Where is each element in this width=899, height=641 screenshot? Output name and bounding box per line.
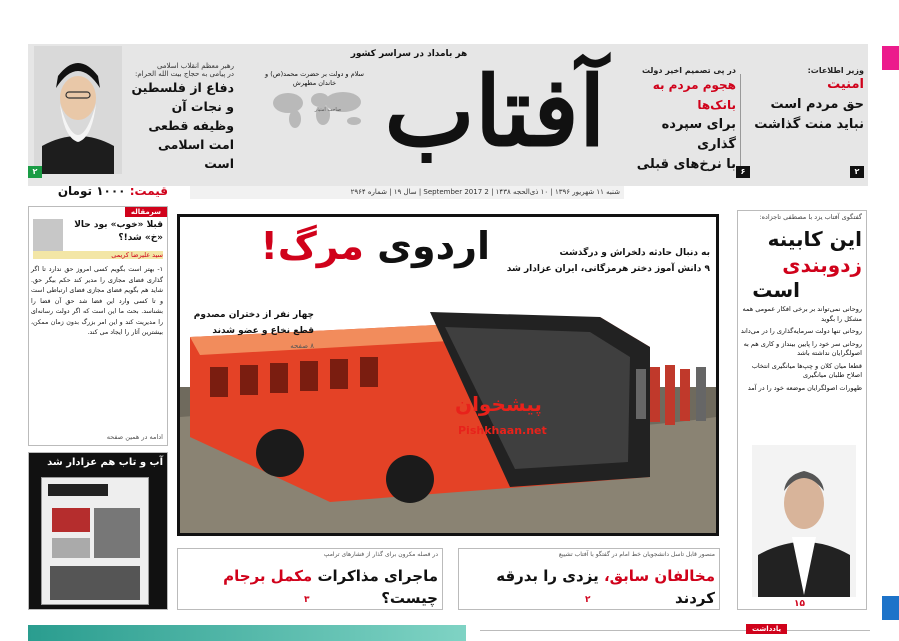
teaser-title: امنیت	[827, 77, 864, 92]
teaser-banks[interactable]	[620, 66, 736, 175]
bullet-item: ظهورات اصولگرایان موضعه خود را در آمد	[747, 383, 862, 392]
bottom-headline: مخالفان سابق، یزدی را بدرقه کردند	[496, 567, 715, 607]
bullet-item: روحانی تنها دولت سرمایه‌گذاری را در می‌داند	[740, 327, 862, 335]
bullet-item: روحانی نمی‌تواند بر برخی افکار عمومی همه مشکل را بگوید	[742, 305, 862, 323]
top-right-teasers	[620, 62, 868, 177]
leader-line: امت اسلامی است	[157, 137, 234, 171]
bottom-tag: یادداشت	[746, 624, 787, 634]
world-map-icon	[268, 85, 368, 130]
main-kicker-2: ۹ دانش آموز دختر هرمزگانی، ایران عزادار شد	[506, 264, 710, 274]
editorial-author: سید علیرضا کریمی	[33, 251, 163, 259]
interview-headline: این کابینه	[767, 227, 862, 251]
newspaper-logo: آفتاب	[384, 55, 606, 168]
bottom-story-right[interactable]	[458, 548, 720, 610]
main-kicker: به دنبال حادثه دلخراش و درگذشت	[559, 248, 710, 258]
bullet-item: قطعا میان کلان و چپ‌ها میانگیری انتخاب اصلاح طلبان میانگیری	[751, 361, 862, 379]
mini-newspaper-image	[41, 477, 149, 605]
interview-bullets	[740, 305, 862, 393]
interview-headline-end: است	[752, 278, 800, 302]
bullet-item: روحانی سر خود را پایین بینداز و کاری هم به اصولگرایان نداشته باشد	[743, 339, 862, 357]
teaser-title: هجوم مردم به بانک‌ها	[652, 78, 736, 112]
teaser-label: در پی تصمیم اخیر دولت	[641, 66, 736, 75]
main-deck: چهار نفر از دختران مصدوم	[193, 310, 314, 320]
watermark-en: Pishkhaan.net	[458, 424, 547, 437]
interview-headline-red: زدوبندی	[782, 253, 862, 277]
page-number: ۳	[304, 595, 310, 605]
dateline: شنبه ۱۱ شهریور ۱۳۹۶ | ۱۰ ذی‌الحجه ۱۴۳۸ | 2 September 2017 | سال ۱۹ | شماره ۲۹۶۴	[190, 186, 624, 199]
leader-line: وظیفه قطعی	[148, 118, 234, 133]
editorial-body: ۱- بهتر است بگویم کسی امروز حق ندارد تا اگر گذاری فضای مجازی را مدیر کند حکم بیگر حق. شاید هم بگویم فضای مجازی فضای ارتباطی است و تا کسی وارد این فضا شد حق آن فضا را بشناسد. بحث ما این است که اگر دولت رسانه‌ای را مدیریت کند و این امر بزرگ بدون زمان ممکن، بیشترین آثار را ایجاد می کند.	[31, 266, 163, 336]
bottom-kicker: در فصله مکرون برای گذار از فشارهای ترامپ	[323, 551, 438, 558]
leader-sublabel: در پیامی به حجاج بیت الله الحرام:	[134, 70, 234, 78]
mourning-story-card[interactable]	[28, 452, 168, 610]
main-page-ref: ۸ صفحه	[290, 342, 314, 350]
bottom-story-left[interactable]	[177, 548, 443, 610]
teaser-line: حق مردم است	[770, 97, 864, 112]
interview-kicker: گفتگوی آفتاب یزد با مصطفی تاجزاده:	[759, 213, 862, 221]
bottom-headline: ماجرای مذاکرات مکمل برجام چیست؟	[223, 567, 438, 607]
interview-card[interactable]	[737, 210, 867, 610]
map-caption: صاحب امتیاز	[314, 107, 342, 113]
teaser-line: با نرخ‌های قبلی	[636, 157, 736, 172]
leader-portrait	[34, 46, 122, 174]
leader-line: و نجات آن	[171, 99, 234, 114]
teaser-security[interactable]	[746, 66, 864, 135]
leader-line: دفاع از فلسطین	[131, 80, 234, 95]
price-tag: قیمت: ۱۰۰۰ تومان	[57, 184, 168, 198]
color-tick-blue	[882, 596, 899, 620]
main-headline: اردوی مرگ!	[260, 224, 490, 268]
masthead-tagline: هر بامداد در سراسر کشور	[350, 49, 468, 59]
page-number-badge: ۶	[736, 166, 750, 178]
teaser-label: وزیر اطلاعات:	[807, 66, 864, 75]
page-number-badge: ۲	[850, 166, 864, 178]
author-photo	[33, 219, 63, 253]
continued-link[interactable]: ادامه در همین صفحه	[106, 433, 163, 441]
bottom-ad-strip	[28, 625, 466, 641]
editorial-title: قبلا «خوب» بود حالا «خ» شد!؟	[74, 220, 163, 243]
mourning-title: آب و تاب هم عزادار شد	[47, 457, 163, 468]
leader-teaser[interactable]	[124, 62, 234, 173]
interview-page-ref: ۱۵	[794, 599, 805, 609]
teaser-line: برای سپرده گذاری	[661, 117, 736, 152]
bottom-kicker: منصور قابل تاسل دانشجویان خط امام در گفتگو با آفتاب تشییع	[558, 551, 715, 558]
masthead-subline: سلام و دولت بر حضرت محمد(ص) و خاندان مطهرش	[265, 70, 364, 87]
page-number: ۲	[585, 595, 591, 605]
main-deck: قطع نخاع و عضو شدند	[212, 326, 314, 336]
leader-label: رهبر معظم انقلاب اسلامی	[156, 62, 234, 70]
interviewee-portrait	[752, 445, 856, 597]
watermark-fa: پیشخوان	[455, 392, 542, 416]
color-tick-magenta	[882, 46, 899, 70]
editorial-tag: سرمقاله	[125, 207, 167, 217]
bottom-section-rule	[480, 630, 870, 641]
teaser-line: نباید منت گذاشت	[754, 117, 864, 132]
editorial-card[interactable]	[28, 206, 168, 446]
page-number-badge: ۲	[28, 166, 42, 178]
